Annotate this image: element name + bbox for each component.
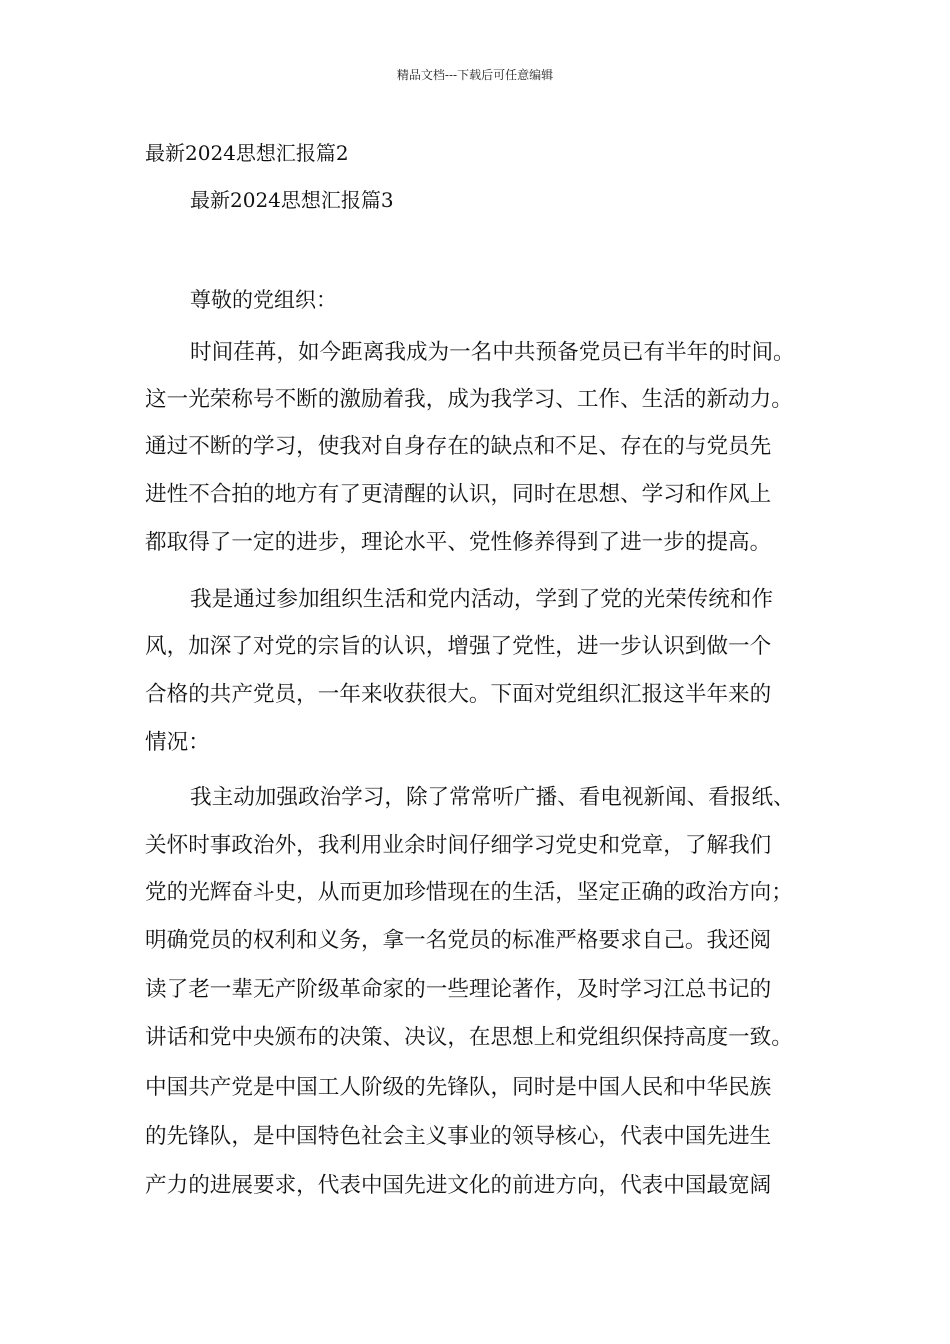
body-line: 讲话和党中央颁布的决策、决议，在思想上和党组织保持高度一致。 <box>145 1025 793 1050</box>
page-header: 精品文档---下载后可任意编辑 <box>396 68 554 82</box>
body-line: 这一光荣称号不断的激励着我，成为我学习、工作、生活的新动力。 <box>145 387 793 412</box>
body-line: 读了老一辈无产阶级革命家的一些理论著作，及时学习江总书记的 <box>145 977 772 1002</box>
body-line: 风，加深了对党的宗旨的认识，增强了党性，进一步认识到做一个 <box>145 634 772 659</box>
body-line: 的先锋队，是中国特色社会主义事业的领导核心，代表中国先进生 <box>145 1124 772 1149</box>
title-2: 最新2024思想汇报篇3 <box>190 188 394 212</box>
body-line: 我主动加强政治学习，除了常常听广播、看电视新闻、看报纸、 <box>190 785 795 810</box>
body-line: 通过不断的学习，使我对自身存在的缺点和不足、存在的与党员先 <box>145 434 772 459</box>
body-line: 进性不合拍的地方有了更清醒的认识，同时在思想、学习和作风上 <box>145 482 772 507</box>
body-line: 党的光辉奋斗史，从而更加珍惜现在的生活，坚定正确的政治方向； <box>145 880 793 905</box>
body-line: 关怀时事政治外，我利用业余时间仔细学习党史和党章，了解我们 <box>145 833 772 858</box>
body-line: 情况： <box>145 730 210 755</box>
body-line: 都取得了一定的进步，理论水平、党性修养得到了进一步的提高。 <box>145 530 772 555</box>
title-1: 最新2024思想汇报篇2 <box>145 141 349 165</box>
body-line: 合格的共产党员，一年来收获很大。下面对党组织汇报这半年来的 <box>145 682 772 707</box>
body-line: 时间荏苒，如今距离我成为一名中共预备党员已有半年的时间。 <box>190 340 795 365</box>
body-line: 产力的进展要求，代表中国先进文化的前进方向，代表中国最宽阔 <box>145 1173 772 1198</box>
body-line: 中国共产党是中国工人阶级的先锋队，同时是中国人民和中华民族 <box>145 1075 772 1100</box>
body-line: 明确党员的权利和义务，拿一名党员的标准严格要求自己。我还阅 <box>145 928 772 953</box>
salutation: 尊敬的党组织： <box>190 288 337 312</box>
body-line: 我是通过参加组织生活和党内活动，学到了党的光荣传统和作 <box>190 587 774 612</box>
